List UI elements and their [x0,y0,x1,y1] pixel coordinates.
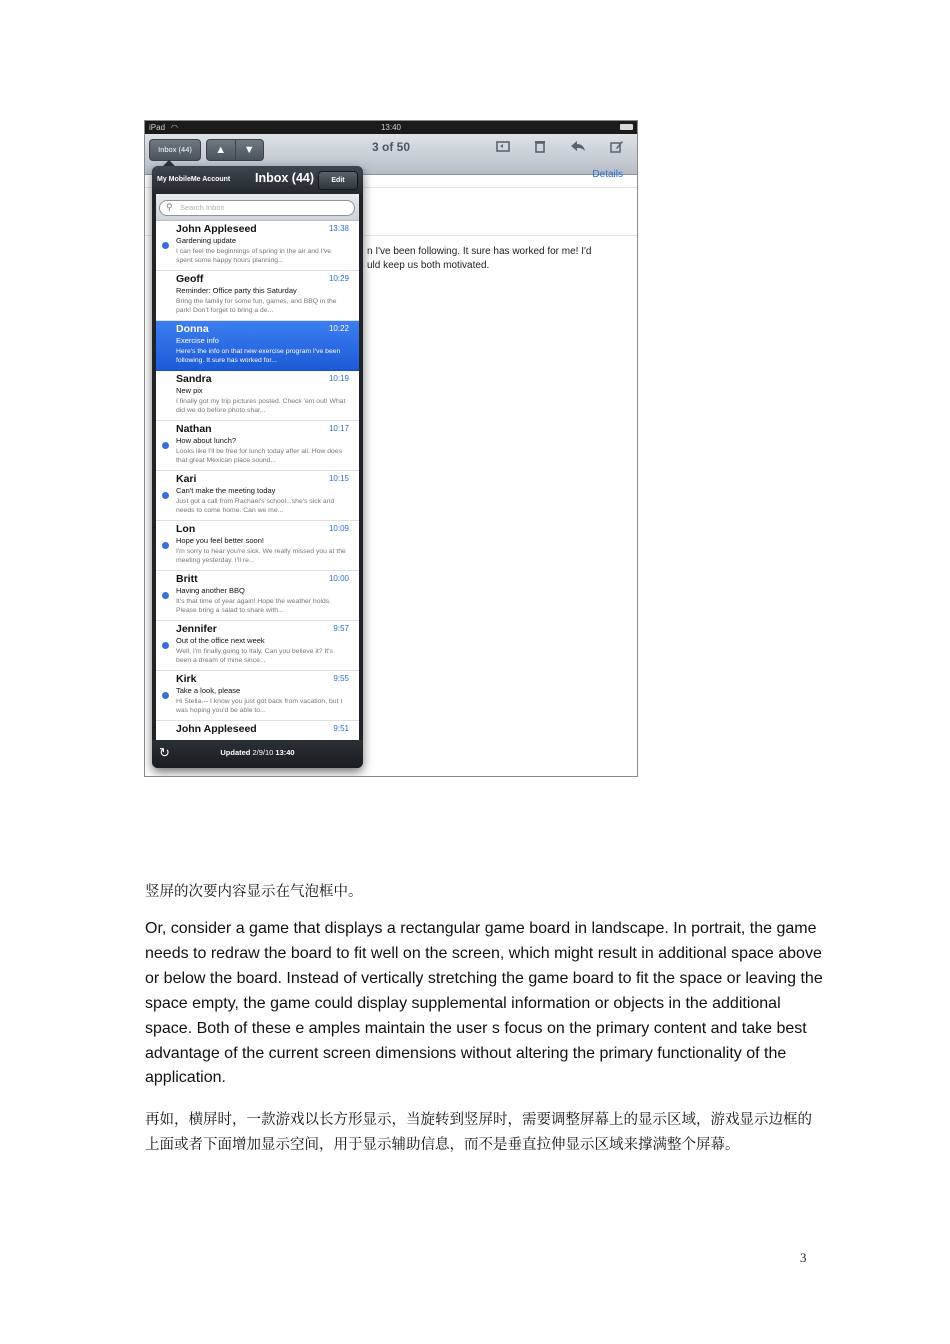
unread-dot-icon [162,592,169,599]
message-row[interactable] [156,671,359,721]
page-number: 3 [800,1250,807,1265]
message-subject: How about lunch? [176,436,237,445]
search-bar [156,194,359,221]
battery-icon [620,124,633,130]
message-preview: Bring the family for some fun, games, and BBQ in the park! Don't forget to bring a de... [176,298,337,315]
message-time: 10:15 [328,474,349,483]
up-arrow-icon[interactable]: ▲ [215,144,227,156]
message-body-line: n I've been following. It sure has worked for me! I'd [367,246,592,257]
inbox-button[interactable]: Inbox (44) [149,139,201,161]
refresh-icon[interactable]: ↻ [159,745,170,760]
message-row[interactable] [156,521,359,571]
edit-button[interactable]: Edit [318,171,358,190]
message-preview: Well, I'm finally going to Italy. Can you believe it? It's been a dream of mine since... [176,648,333,665]
updated-date: 2/9/10 [252,748,274,757]
message-sender: Sandra [176,373,212,385]
unread-dot-icon [162,542,169,549]
wifi-icon: ◠ [171,123,178,132]
message-time: 9:51 [333,724,349,733]
compose-icon[interactable] [610,140,624,156]
message-sender: Kari [176,473,197,485]
message-preview: Just got a call from Rachael's school...she's sick and needs to come home. Can we me... [176,498,335,515]
updated-time: 13:40 [275,748,295,757]
message-sender: John Appleseed [176,723,257,735]
message-time: 10:09 [328,524,349,533]
message-sender: Kirk [176,673,197,685]
message-row[interactable] [156,221,359,271]
message-body-line: uld keep us both motivated. [367,260,490,271]
unread-dot-icon [162,492,169,499]
message-subject: Having another BBQ [176,586,245,595]
message-sender: Nathan [176,423,212,435]
back-button[interactable]: My MobileMe Account [157,176,231,183]
unread-dot-icon [162,642,169,649]
message-time: 9:57 [333,624,349,633]
unread-dot-icon [162,442,169,449]
message-time: 10:22 [328,324,349,333]
message-subject: Gardening update [176,236,237,245]
details-link[interactable]: Details [592,169,623,180]
message-row[interactable] [156,571,359,621]
updated-label: Updated [220,748,251,757]
message-time: 13:38 [328,224,349,233]
message-preview: Here's the info on that new exercise program I've been following. It sure has worked for... [176,348,341,365]
message-subject: Exercise info [176,336,219,345]
status-time: 13:40 [380,123,402,132]
message-time: 10:00 [328,574,349,583]
screenshot-caption: 竖屏的次要内容显示在气泡框中。 [145,884,363,900]
message-subject: New pix [176,386,203,395]
chinese-paragraph: 再如，横屏时，一款游戏以长方形显示，当旋转到竖屏时，需要调整屏幕上的显示区域，游戏显示边框的上面或者下面增加显示空间，用于显示辅助信息，而不是垂直拉伸显示区域来撑满整个屏幕。 [145,1112,812,1153]
message-sender: Geoff [176,273,204,285]
trash-icon[interactable] [534,140,546,156]
reply-icon[interactable] [570,140,586,155]
message-preview: Looks like I'll be free for lunch today after all. How does that great Mexican place sound... [176,448,343,465]
message-preview: I'm sorry to hear you're sick. We really missed you at the meeting yesterday. I'll re... [176,548,346,565]
message-row[interactable] [156,721,359,740]
message-preview: I can feel the beginnings of spring in the air and I've spent some happy hours planning... [176,248,332,265]
message-subject: Take a look, please [176,686,241,695]
message-sender: Lon [176,523,196,535]
message-row[interactable] [156,471,359,521]
down-arrow-icon[interactable]: ▼ [235,140,264,160]
search-placeholder: Search Inbox [180,203,225,212]
inbox-popover [152,166,363,768]
message-row[interactable] [156,621,359,671]
popover-nav-bar [152,166,363,194]
message-row[interactable] [156,271,359,321]
status-bar [145,121,637,134]
message-row[interactable] [156,321,359,371]
message-row[interactable] [156,371,359,421]
search-icon: ⚲ [166,202,173,212]
message-sender: Donna [176,323,209,335]
english-paragraph: Or, consider a game that displays a rectangular game board in landscape. In portrait, the game needs to redraw the board to fit well on the screen, which might result in additional space above or below the board. Instead of vertically stretching the game board to fit the space or leaving the space empty, the game could display supplemental information or objects in the additional space. Both of these e amples maintain the user s focus on the primary content and take best advantage of the current screen dimensions without altering the primary functionality of the application. [145,920,823,1087]
device-label: iPad [149,123,166,132]
search-input[interactable] [159,200,355,216]
message-time: 10:29 [328,274,349,283]
message-sender: Jennifer [176,623,217,635]
message-preview: It's that time of year again! Hope the weather holds. Please bring a salad to share with... [176,598,332,615]
message-subject: Reminder: Office party this Saturday [176,286,297,295]
popover-footer [152,740,363,768]
message-subject: Can't make the meeting today [176,486,276,495]
message-sender: John Appleseed [176,223,257,235]
message-time: 9:55 [333,674,349,683]
unread-dot-icon [162,242,169,249]
updated-status [152,748,363,757]
ipad-screenshot [144,120,638,777]
message-subject: Out of the office next week [176,636,265,645]
popover-title: Inbox (44) [255,171,315,185]
message-count: 3 of 50 [371,140,410,154]
folder-icon[interactable] [496,140,510,155]
message-time: 10:17 [328,424,349,433]
message-sender: Britt [176,573,198,585]
message-list [156,194,359,740]
message-preview: Hi Stella--- I know you just got back from vacation, but I was hoping you'd be able to... [176,698,343,715]
message-preview: I finally got my trip pictures posted. Check 'em out! What did we do before photo shar... [176,398,346,415]
message-row[interactable] [156,421,359,471]
message-subject: Hope you feel better soon! [176,536,264,545]
unread-dot-icon [162,692,169,699]
message-time: 10:19 [328,374,349,383]
